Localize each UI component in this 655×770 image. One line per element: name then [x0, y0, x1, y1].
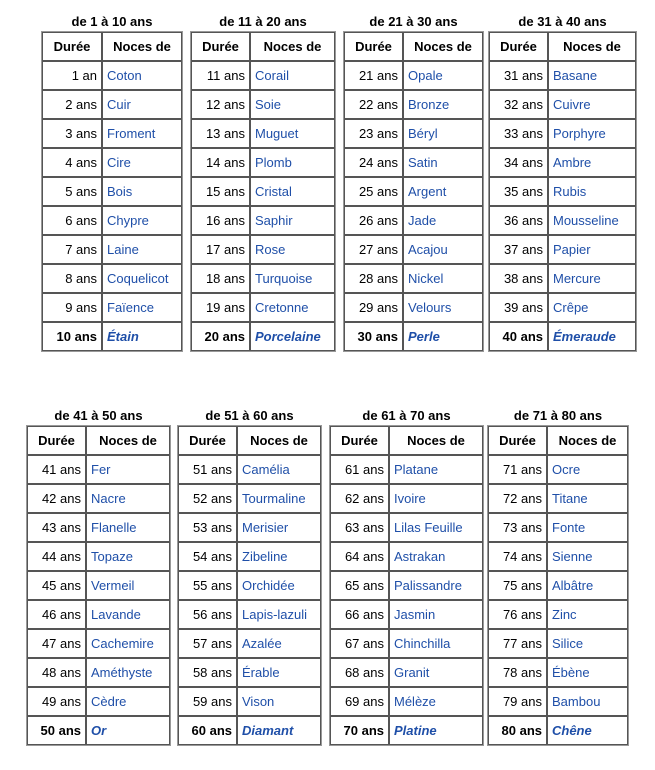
table-header-row: [344, 32, 483, 61]
duration-cell: 31 ans: [489, 61, 548, 90]
duration-cell: 72 ans: [488, 484, 547, 513]
anniversary-name-link[interactable]: Cèdre: [86, 687, 170, 716]
duration-cell: 50 ans: [27, 716, 86, 745]
anniversary-name-link[interactable]: Coquelicot: [102, 264, 182, 293]
anniversary-name-link[interactable]: Chinchilla: [389, 629, 483, 658]
duration-cell: 28 ans: [344, 264, 403, 293]
table-header-row: [178, 426, 321, 455]
anniversary-name-link[interactable]: Béryl: [403, 119, 483, 148]
anniversary-name-link[interactable]: Érable: [237, 658, 321, 687]
table-row: [178, 455, 321, 484]
table-caption: de 61 à 70 ans: [362, 408, 451, 423]
duration-cell: 7 ans: [42, 235, 102, 264]
duration-cell: 26 ans: [344, 206, 403, 235]
anniversary-table-block: [343, 12, 484, 352]
duration-cell: 15 ans: [191, 177, 250, 206]
anniversary-name-link[interactable]: Platane: [389, 455, 483, 484]
duration-cell: 17 ans: [191, 235, 250, 264]
table-row: [330, 455, 483, 484]
table-header-row: [42, 32, 182, 61]
anniversary-name-link[interactable]: Tourmaline: [237, 484, 321, 513]
anniversary-name-link[interactable]: Nacre: [86, 484, 170, 513]
table-row: [344, 293, 483, 322]
anniversary-table-block: [487, 406, 629, 746]
table-row: [488, 600, 628, 629]
anniversary-name-link[interactable]: Muguet: [250, 119, 335, 148]
duration-cell: 67 ans: [330, 629, 389, 658]
anniversary-name-link[interactable]: Ocre: [547, 455, 628, 484]
anniversary-name-link[interactable]: Topaze: [86, 542, 170, 571]
duration-cell: 1 an: [42, 61, 102, 90]
duration-cell: 80 ans: [488, 716, 547, 745]
anniversary-table: [190, 31, 336, 352]
anniversary-name-link[interactable]: Basane: [548, 61, 636, 90]
table-row: [489, 264, 636, 293]
duration-cell: 44 ans: [27, 542, 86, 571]
duration-cell: 11 ans: [191, 61, 250, 90]
duration-cell: 29 ans: [344, 293, 403, 322]
duration-cell: 21 ans: [344, 61, 403, 90]
column-header-noces: Noces de: [548, 32, 636, 61]
duration-cell: 55 ans: [178, 571, 237, 600]
table-row: [488, 484, 628, 513]
anniversary-table-block: [190, 12, 336, 352]
table-row: [178, 687, 321, 716]
duration-cell: 22 ans: [344, 90, 403, 119]
table-row: [191, 177, 335, 206]
table-row: [191, 61, 335, 90]
duration-cell: 71 ans: [488, 455, 547, 484]
duration-cell: 39 ans: [489, 293, 548, 322]
anniversary-name-link[interactable]: Bois: [102, 177, 182, 206]
anniversary-name-link[interactable]: Papier: [548, 235, 636, 264]
table-header-row: [330, 426, 483, 455]
anniversary-name-link[interactable]: Zibeline: [237, 542, 321, 571]
table-row: [488, 687, 628, 716]
anniversary-name-link[interactable]: Cristal: [250, 177, 335, 206]
anniversary-table-block: [488, 12, 637, 352]
table-row: [27, 658, 170, 687]
duration-cell: 36 ans: [489, 206, 548, 235]
column-header-duree: Durée: [42, 32, 102, 61]
table-row: [344, 177, 483, 206]
anniversary-name-link[interactable]: Chypre: [102, 206, 182, 235]
duration-cell: 13 ans: [191, 119, 250, 148]
table-row: [42, 264, 182, 293]
anniversary-name-link[interactable]: Nickel: [403, 264, 483, 293]
anniversary-name-link[interactable]: Faïence: [102, 293, 182, 322]
anniversary-name-link[interactable]: Rose: [250, 235, 335, 264]
anniversary-name-link[interactable]: Flanelle: [86, 513, 170, 542]
column-header-duree: Durée: [178, 426, 237, 455]
table-row: [344, 61, 483, 90]
column-header-noces: Noces de: [86, 426, 170, 455]
anniversary-name-link[interactable]: Camélia: [237, 455, 321, 484]
table-header-row: [488, 426, 628, 455]
duration-cell: 77 ans: [488, 629, 547, 658]
duration-cell: 32 ans: [489, 90, 548, 119]
anniversary-table: [488, 31, 637, 352]
duration-cell: 27 ans: [344, 235, 403, 264]
duration-cell: 40 ans: [489, 322, 548, 351]
duration-cell: 6 ans: [42, 206, 102, 235]
table-row: [330, 600, 483, 629]
table-row: [27, 455, 170, 484]
table-row: [344, 119, 483, 148]
anniversary-name-link[interactable]: Vison: [237, 687, 321, 716]
duration-cell: 53 ans: [178, 513, 237, 542]
table-row: [27, 542, 170, 571]
table-row: [489, 148, 636, 177]
anniversary-name-link[interactable]: Porcelaine: [250, 322, 335, 351]
column-header-noces: Noces de: [547, 426, 628, 455]
duration-cell: 52 ans: [178, 484, 237, 513]
duration-cell: 63 ans: [330, 513, 389, 542]
duration-cell: 46 ans: [27, 600, 86, 629]
anniversary-name-link[interactable]: Lilas Feuille: [389, 513, 483, 542]
anniversary-name-link[interactable]: Étain: [102, 322, 182, 351]
duration-cell: 68 ans: [330, 658, 389, 687]
table-row: [42, 90, 182, 119]
table-row: [344, 322, 483, 351]
duration-cell: 8 ans: [42, 264, 102, 293]
table-row: [489, 61, 636, 90]
table-row: [344, 90, 483, 119]
table-row: [191, 148, 335, 177]
duration-cell: 66 ans: [330, 600, 389, 629]
anniversary-name-link[interactable]: Saphir: [250, 206, 335, 235]
anniversary-name-link[interactable]: Émeraude: [548, 322, 636, 351]
column-header-duree: Durée: [27, 426, 86, 455]
table-row: [178, 629, 321, 658]
duration-cell: 65 ans: [330, 571, 389, 600]
anniversary-name-link[interactable]: Améthyste: [86, 658, 170, 687]
table-row: [27, 600, 170, 629]
table-row: [178, 513, 321, 542]
table-row: [42, 322, 182, 351]
table-caption: de 1 à 10 ans: [71, 14, 153, 29]
anniversary-name-link[interactable]: Granit: [389, 658, 483, 687]
anniversary-name-link[interactable]: Ébène: [547, 658, 628, 687]
table-row: [488, 629, 628, 658]
table-row: [178, 658, 321, 687]
anniversary-table-block: [329, 406, 484, 746]
duration-cell: 23 ans: [344, 119, 403, 148]
table-row: [330, 513, 483, 542]
table-row: [42, 148, 182, 177]
duration-cell: 16 ans: [191, 206, 250, 235]
table-row: [488, 542, 628, 571]
anniversary-name-link[interactable]: Satin: [403, 148, 483, 177]
duration-cell: 4 ans: [42, 148, 102, 177]
anniversary-name-link[interactable]: Acajou: [403, 235, 483, 264]
table-row: [178, 716, 321, 745]
anniversary-name-link[interactable]: Albâtre: [547, 571, 628, 600]
anniversary-name-link[interactable]: Jade: [403, 206, 483, 235]
duration-cell: 5 ans: [42, 177, 102, 206]
anniversary-name-link[interactable]: Soie: [250, 90, 335, 119]
table-row: [191, 322, 335, 351]
duration-cell: 60 ans: [178, 716, 237, 745]
table-row: [191, 235, 335, 264]
column-header-noces: Noces de: [102, 32, 182, 61]
anniversary-name-link[interactable]: Astrakan: [389, 542, 483, 571]
anniversary-name-link[interactable]: Fer: [86, 455, 170, 484]
anniversary-name-link[interactable]: Lapis-lazuli: [237, 600, 321, 629]
table-row: [330, 542, 483, 571]
anniversary-name-link[interactable]: Azalée: [237, 629, 321, 658]
table-header-row: [27, 426, 170, 455]
duration-cell: 79 ans: [488, 687, 547, 716]
duration-cell: 78 ans: [488, 658, 547, 687]
duration-cell: 58 ans: [178, 658, 237, 687]
duration-cell: 75 ans: [488, 571, 547, 600]
anniversary-name-link[interactable]: Titane: [547, 484, 628, 513]
duration-cell: 18 ans: [191, 264, 250, 293]
table-row: [344, 148, 483, 177]
duration-cell: 34 ans: [489, 148, 548, 177]
table-row: [344, 206, 483, 235]
anniversary-name-link[interactable]: Diamant: [237, 716, 321, 745]
duration-cell: 62 ans: [330, 484, 389, 513]
column-header-duree: Durée: [344, 32, 403, 61]
table-row: [191, 119, 335, 148]
table-row: [42, 119, 182, 148]
duration-cell: 70 ans: [330, 716, 389, 745]
duration-cell: 57 ans: [178, 629, 237, 658]
anniversary-name-link[interactable]: Or: [86, 716, 170, 745]
duration-cell: 41 ans: [27, 455, 86, 484]
column-header-noces: Noces de: [389, 426, 483, 455]
anniversary-name-link[interactable]: Cretonne: [250, 293, 335, 322]
duration-cell: 64 ans: [330, 542, 389, 571]
table-caption: de 71 à 80 ans: [513, 408, 603, 423]
anniversary-name-link[interactable]: Mousseline: [548, 206, 636, 235]
table-row: [330, 658, 483, 687]
anniversary-name-link[interactable]: Opale: [403, 61, 483, 90]
duration-cell: 47 ans: [27, 629, 86, 658]
table-row: [27, 629, 170, 658]
table-row: [488, 571, 628, 600]
column-header-noces: Noces de: [250, 32, 335, 61]
table-row: [489, 177, 636, 206]
table-caption: de 11 à 20 ans: [219, 14, 307, 29]
column-header-duree: Durée: [330, 426, 389, 455]
anniversary-name-link[interactable]: Plomb: [250, 148, 335, 177]
table-row: [330, 484, 483, 513]
anniversary-name-link[interactable]: Crêpe: [548, 293, 636, 322]
column-header-noces: Noces de: [237, 426, 321, 455]
duration-cell: 43 ans: [27, 513, 86, 542]
column-header-duree: Durée: [489, 32, 548, 61]
table-row: [488, 455, 628, 484]
anniversary-name-link[interactable]: Bronze: [403, 90, 483, 119]
anniversary-table: [177, 425, 322, 746]
duration-cell: 59 ans: [178, 687, 237, 716]
duration-cell: 38 ans: [489, 264, 548, 293]
duration-cell: 20 ans: [191, 322, 250, 351]
anniversary-name-link[interactable]: Porphyre: [548, 119, 636, 148]
duration-cell: 76 ans: [488, 600, 547, 629]
duration-cell: 51 ans: [178, 455, 237, 484]
anniversary-name-link[interactable]: Velours: [403, 293, 483, 322]
table-row: [489, 293, 636, 322]
duration-cell: 61 ans: [330, 455, 389, 484]
duration-cell: 33 ans: [489, 119, 548, 148]
anniversary-name-link[interactable]: Lavande: [86, 600, 170, 629]
anniversary-name-link[interactable]: Laine: [102, 235, 182, 264]
column-header-duree: Durée: [488, 426, 547, 455]
anniversary-name-link[interactable]: Ambre: [548, 148, 636, 177]
table-row: [488, 716, 628, 745]
table-row: [42, 206, 182, 235]
column-header-noces: Noces de: [403, 32, 483, 61]
table-row: [488, 513, 628, 542]
table-row: [178, 542, 321, 571]
anniversary-name-link[interactable]: Jasmin: [389, 600, 483, 629]
duration-cell: 25 ans: [344, 177, 403, 206]
anniversary-name-link[interactable]: Merisier: [237, 513, 321, 542]
anniversary-name-link[interactable]: Rubis: [548, 177, 636, 206]
anniversary-name-link[interactable]: Cachemire: [86, 629, 170, 658]
table-row: [330, 687, 483, 716]
table-row: [489, 322, 636, 351]
table-row: [330, 716, 483, 745]
table-header-row: [489, 32, 636, 61]
duration-cell: 42 ans: [27, 484, 86, 513]
anniversary-table: [41, 31, 183, 352]
table-row: [42, 293, 182, 322]
duration-cell: 54 ans: [178, 542, 237, 571]
anniversary-name-link[interactable]: Mercure: [548, 264, 636, 293]
anniversary-table-block: [26, 406, 171, 746]
anniversary-table-block: [41, 12, 183, 352]
table-row: [178, 484, 321, 513]
table-row: [178, 600, 321, 629]
anniversary-table: [26, 425, 171, 746]
table-caption: de 31 à 40 ans: [518, 14, 607, 29]
table-row: [42, 177, 182, 206]
anniversary-name-link[interactable]: Froment: [102, 119, 182, 148]
table-row: [344, 264, 483, 293]
table-row: [489, 90, 636, 119]
duration-cell: 35 ans: [489, 177, 548, 206]
anniversary-name-link[interactable]: Zinc: [547, 600, 628, 629]
anniversary-table: [329, 425, 484, 746]
table-header-row: [191, 32, 335, 61]
duration-cell: 19 ans: [191, 293, 250, 322]
table-row: [178, 571, 321, 600]
anniversary-name-link[interactable]: Coton: [102, 61, 182, 90]
anniversary-table: [343, 31, 484, 352]
table-caption: de 41 à 50 ans: [54, 408, 143, 423]
anniversary-name-link[interactable]: Silice: [547, 629, 628, 658]
anniversary-name-link[interactable]: Mélèze: [389, 687, 483, 716]
table-caption: de 21 à 30 ans: [369, 14, 458, 29]
duration-cell: 2 ans: [42, 90, 102, 119]
anniversary-name-link[interactable]: Platine: [389, 716, 483, 745]
table-row: [489, 119, 636, 148]
anniversary-name-link[interactable]: Turquoise: [250, 264, 335, 293]
table-row: [489, 235, 636, 264]
table-row: [191, 293, 335, 322]
duration-cell: 14 ans: [191, 148, 250, 177]
table-row: [489, 206, 636, 235]
anniversary-name-link[interactable]: Orchidée: [237, 571, 321, 600]
table-row: [27, 687, 170, 716]
anniversary-name-link[interactable]: Chêne: [547, 716, 628, 745]
anniversary-name-link[interactable]: Bambou: [547, 687, 628, 716]
duration-cell: 24 ans: [344, 148, 403, 177]
column-header-duree: Durée: [191, 32, 250, 61]
duration-cell: 30 ans: [344, 322, 403, 351]
duration-cell: 12 ans: [191, 90, 250, 119]
table-row: [344, 235, 483, 264]
table-row: [27, 716, 170, 745]
anniversary-name-link[interactable]: Cire: [102, 148, 182, 177]
duration-cell: 74 ans: [488, 542, 547, 571]
table-caption: de 51 à 60 ans: [205, 408, 294, 423]
duration-cell: 9 ans: [42, 293, 102, 322]
table-row: [42, 235, 182, 264]
anniversary-table: [487, 425, 629, 746]
table-row: [488, 658, 628, 687]
table-row: [27, 571, 170, 600]
duration-cell: 48 ans: [27, 658, 86, 687]
anniversary-name-link[interactable]: Cuir: [102, 90, 182, 119]
duration-cell: 3 ans: [42, 119, 102, 148]
anniversary-name-link[interactable]: Palissandre: [389, 571, 483, 600]
anniversary-name-link[interactable]: Sienne: [547, 542, 628, 571]
anniversary-name-link[interactable]: Argent: [403, 177, 483, 206]
anniversary-name-link[interactable]: Perle: [403, 322, 483, 351]
table-row: [191, 90, 335, 119]
duration-cell: 73 ans: [488, 513, 547, 542]
table-row: [27, 484, 170, 513]
table-row: [27, 513, 170, 542]
table-row: [191, 206, 335, 235]
anniversary-name-link[interactable]: Cuivre: [548, 90, 636, 119]
anniversary-name-link[interactable]: Vermeil: [86, 571, 170, 600]
table-row: [42, 61, 182, 90]
table-row: [330, 571, 483, 600]
anniversary-table-block: [177, 406, 322, 746]
anniversary-name-link[interactable]: Ivoire: [389, 484, 483, 513]
duration-cell: 49 ans: [27, 687, 86, 716]
duration-cell: 69 ans: [330, 687, 389, 716]
duration-cell: 10 ans: [42, 322, 102, 351]
duration-cell: 37 ans: [489, 235, 548, 264]
anniversary-name-link[interactable]: Fonte: [547, 513, 628, 542]
duration-cell: 56 ans: [178, 600, 237, 629]
duration-cell: 45 ans: [27, 571, 86, 600]
table-row: [191, 264, 335, 293]
table-row: [330, 629, 483, 658]
anniversary-name-link[interactable]: Corail: [250, 61, 335, 90]
